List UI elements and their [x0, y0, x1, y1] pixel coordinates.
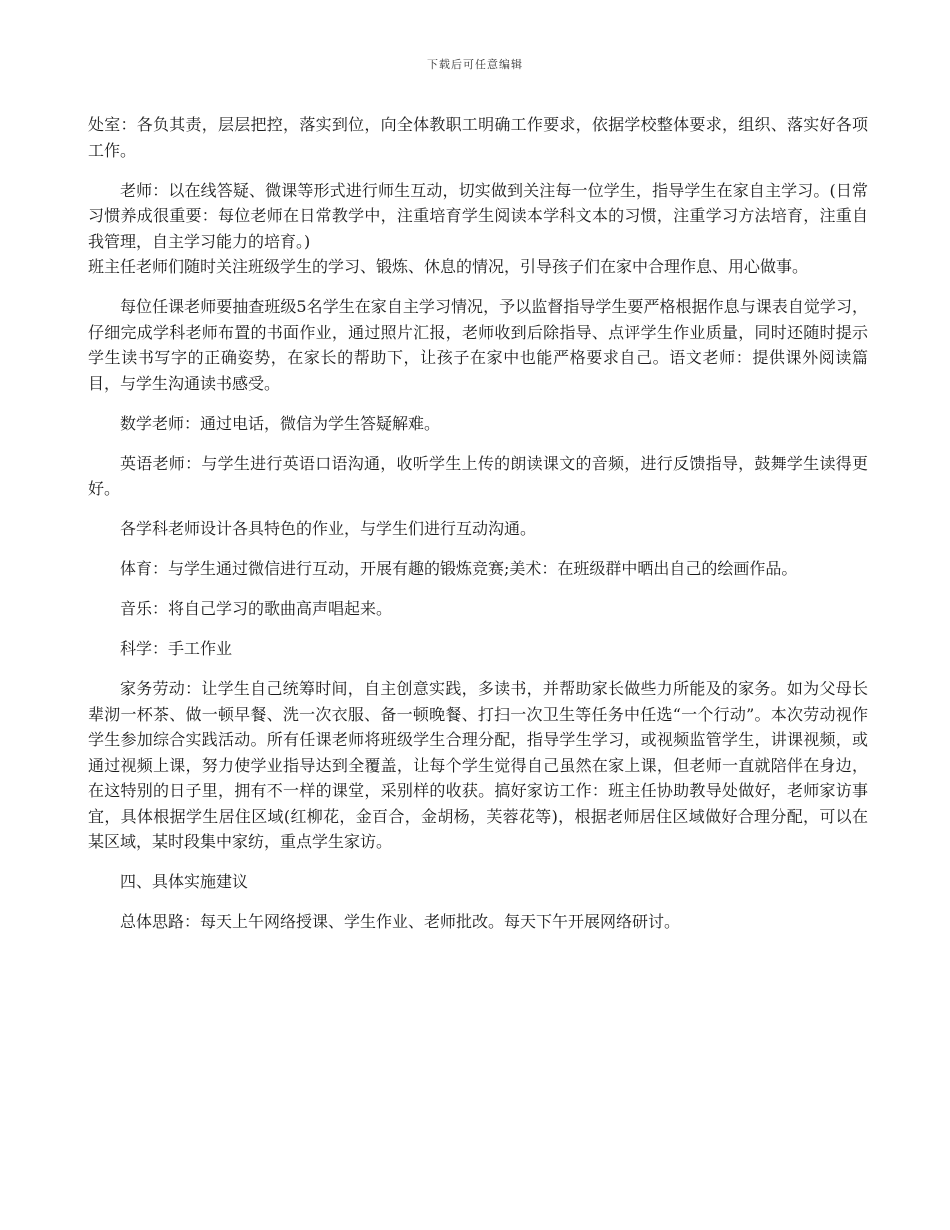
paragraph-math-teacher: 数学老师：通过电话，微信为学生答疑解难。	[120, 413, 441, 433]
paragraph-english-teacher: 英语老师：与学生进行英语口语沟通，收听学生上传的朗读课文的音频，进行反馈指导，鼓舞学生读得更好。	[88, 453, 868, 498]
document-body	[88, 112, 868, 949]
paragraph-music: 音乐：将自己学习的歌曲高声唱起来。	[120, 599, 393, 618]
paragraph-pe-art: 体育：与学生通过微信进行互动，开展有趣的锻炼竞赛;美术：在班级群中晒出自己的绘画作品。	[120, 559, 798, 578]
paragraph-overall-approach: 总体思路：每天上午网络授课、学生作业、老师批改。每天下午开展网络研讨。	[120, 912, 681, 931]
paragraph-housework: 家务劳动：让学生自己统筹时间，自主创意实践，多读书，并帮助家长做些力所能及的家务。如为父母长辈沏一杯茶、做一顿早餐、洗一次衣服、备一顿晚餐、打扫一次卫生等任务中任选“一个行动”。本次劳动视作学生参加综合实践活动。所有任课老师将班级学生合理分配，指导学生学习，或视频监管学生，讲课视频，或通过视频上课，努力使学业指导达到全覆盖，让每个学生觉得自己虽然在家上课，但老师一直就陪伴在身边，在这特别的日子里，拥有不一样的课堂，采别样的收获。搞好家访工作：班主任协助教导处做好，老师家访事宜，具体根据学生居住区域(红柳花，金百合，金胡杨，芙蓉花等)，根据老师居住区域做好合理分配，可以在某区域，某时段集中家纺，重点学生家访。	[88, 679, 868, 851]
paragraph-subject-homework: 各学科老师设计各具特色的作业，与学生们进行互动沟通。	[120, 519, 537, 538]
paragraph-spot-check: 每位任课老师要抽查班级5名学生在家自主学习情况，予以监督指导学生要严格根据作息与课表自觉学习，仔细完成学科老师布置的书面作业，通过照片汇报，老师收到后除指导、点评学生作业质量，同时还随时提示学生读书写字的正确姿势，在家长的帮助下，让孩子在家中也能严格要求自己。语文老师：提供课外阅读篇目，与学生沟通读书感受。	[88, 297, 868, 393]
paragraph-teacher-interaction: 老师：以在线答疑、微课等形式进行师生互动，切实做到关注每一位学生，指导学生在家自主学习。(日常习惯养成很重要：每位老师在日常教学中，注重培育学生阅读本学科文本的习惯，注重学习方法培育，注重自我管理，自主学习能力的培育。)	[88, 180, 868, 251]
section-heading-implementation: 四、具体实施建议	[120, 872, 249, 891]
paragraph-head-teacher: 班主任老师们随时关注班级学生的学习、锻炼、休息的情况，引导孩子们在家中合理作息、用心做事。	[88, 257, 809, 276]
paragraph-office-duties: 处室：各负其责，层层把控，落实到位，向全体教职工明确工作要求，依据学校整体要求，组织、落实好各项工作。	[88, 115, 868, 160]
page-header: 下载后可任意编辑	[427, 58, 523, 71]
paragraph-science: 科学：手工作业	[120, 639, 233, 658]
